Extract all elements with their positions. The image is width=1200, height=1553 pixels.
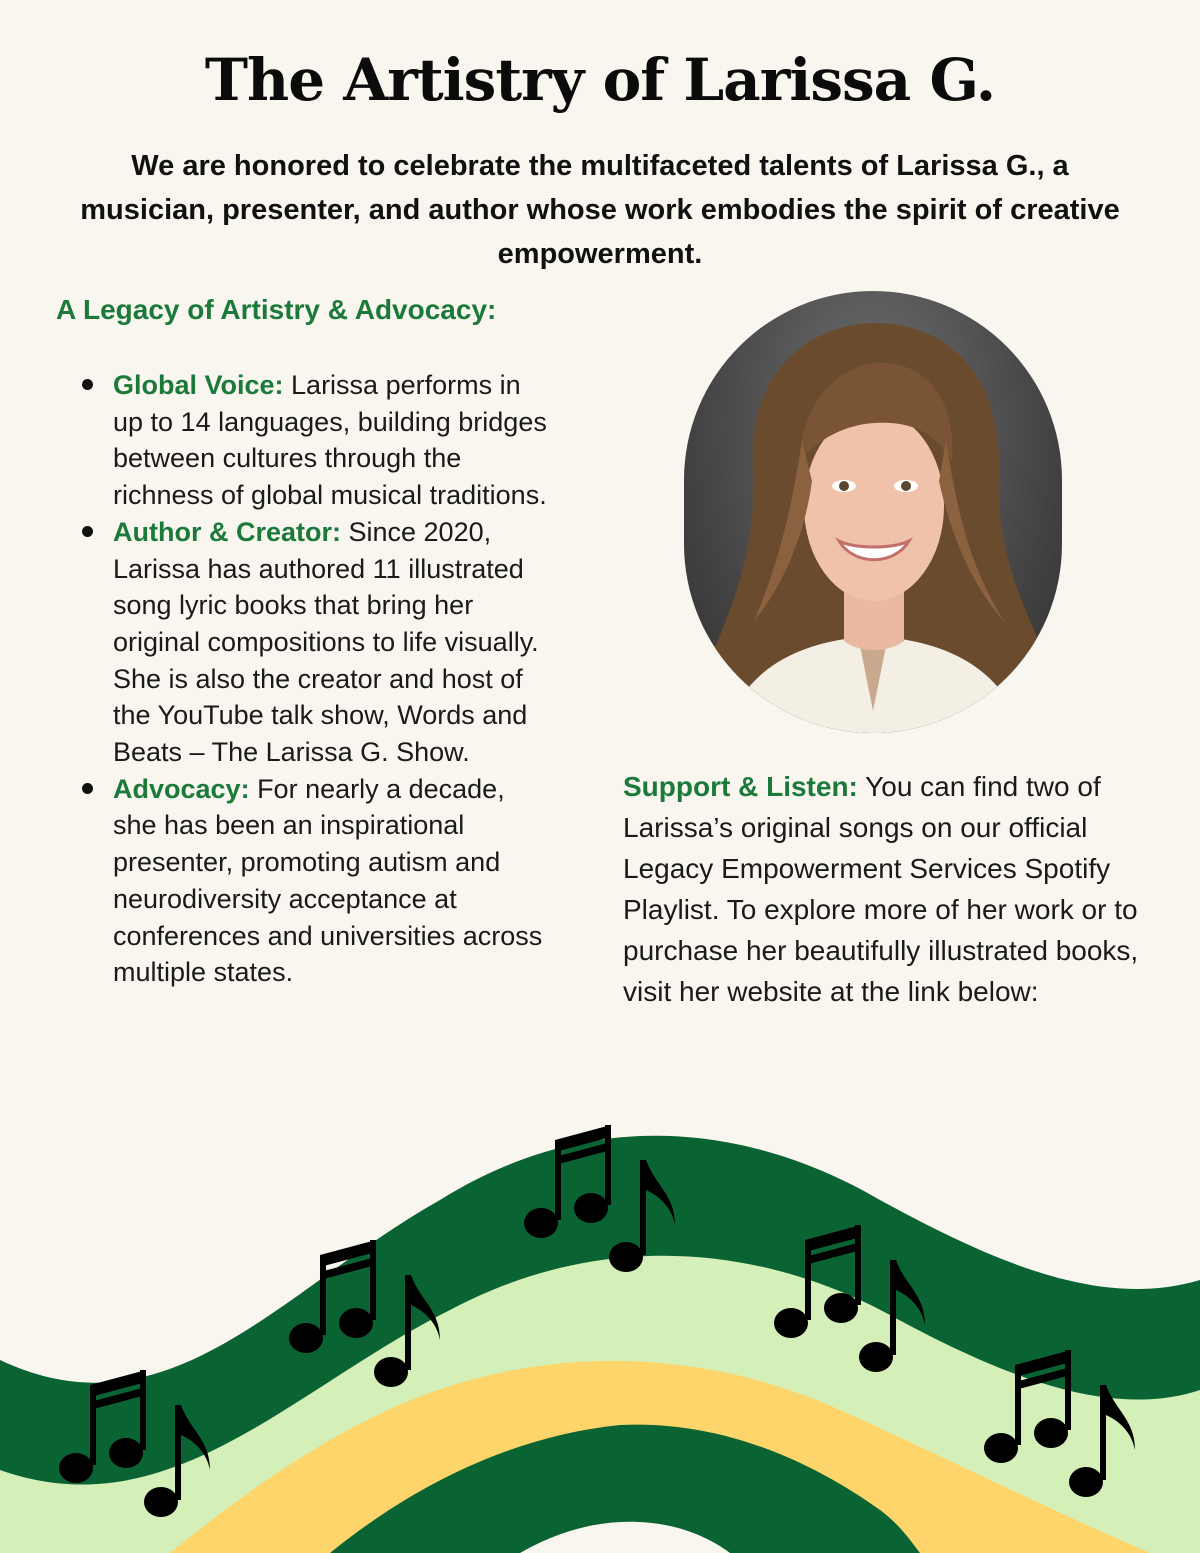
list-item-author-creator bbox=[80, 514, 550, 771]
bullet-icon bbox=[82, 783, 93, 794]
bullet-lead: Global Voice: bbox=[113, 370, 284, 400]
bullet-text: For nearly a decade, she has been an inspirational presenter, promoting autism and neurodiversity acceptance at conferences and universities across multiple states. bbox=[113, 773, 543, 988]
bullet-lead: Advocacy: bbox=[113, 773, 250, 804]
list-item-global-voice bbox=[80, 367, 550, 514]
achievements-list bbox=[80, 367, 550, 991]
list-item-advocacy bbox=[80, 771, 550, 991]
bullet-lead: Author & Creator: bbox=[113, 516, 341, 547]
support-text: You can find two of Larissa’s original songs on our official Legacy Empowerment Services Spotify Playlist. To explore more of her work or to purchase her beautifully illustrated books, visit her website at the link below: bbox=[623, 771, 1139, 1007]
bullet-text: Since 2020, Larissa has authored 11 illustrated song lyric books that bring her original compositions to life visually. She is also the creator and host of the YouTube talk show, Words and Beats – The Larissa G. Show. bbox=[113, 516, 539, 768]
portrait-illustration bbox=[684, 291, 1062, 733]
support-paragraph bbox=[623, 766, 1163, 1012]
bullet-icon bbox=[82, 526, 93, 537]
page-title: The Artistry of Larissa G. bbox=[204, 46, 996, 114]
bullet-text: Larissa performs in up to 14 languages, building bridges between cultures through the richness of global musical traditions. bbox=[113, 370, 547, 511]
portrait-photo bbox=[684, 291, 1062, 733]
support-lead: Support & Listen: bbox=[623, 771, 858, 802]
section-heading: A Legacy of Artistry & Advocacy: bbox=[56, 294, 497, 325]
intro-paragraph: We are honored to celebrate the multifaceted talents of Larissa G., a musician, presenter, and author whose work embodies the spirit of creative empowerment. bbox=[80, 150, 1120, 270]
bullet-icon bbox=[82, 379, 93, 390]
decorative-waves bbox=[0, 1060, 1200, 1553]
